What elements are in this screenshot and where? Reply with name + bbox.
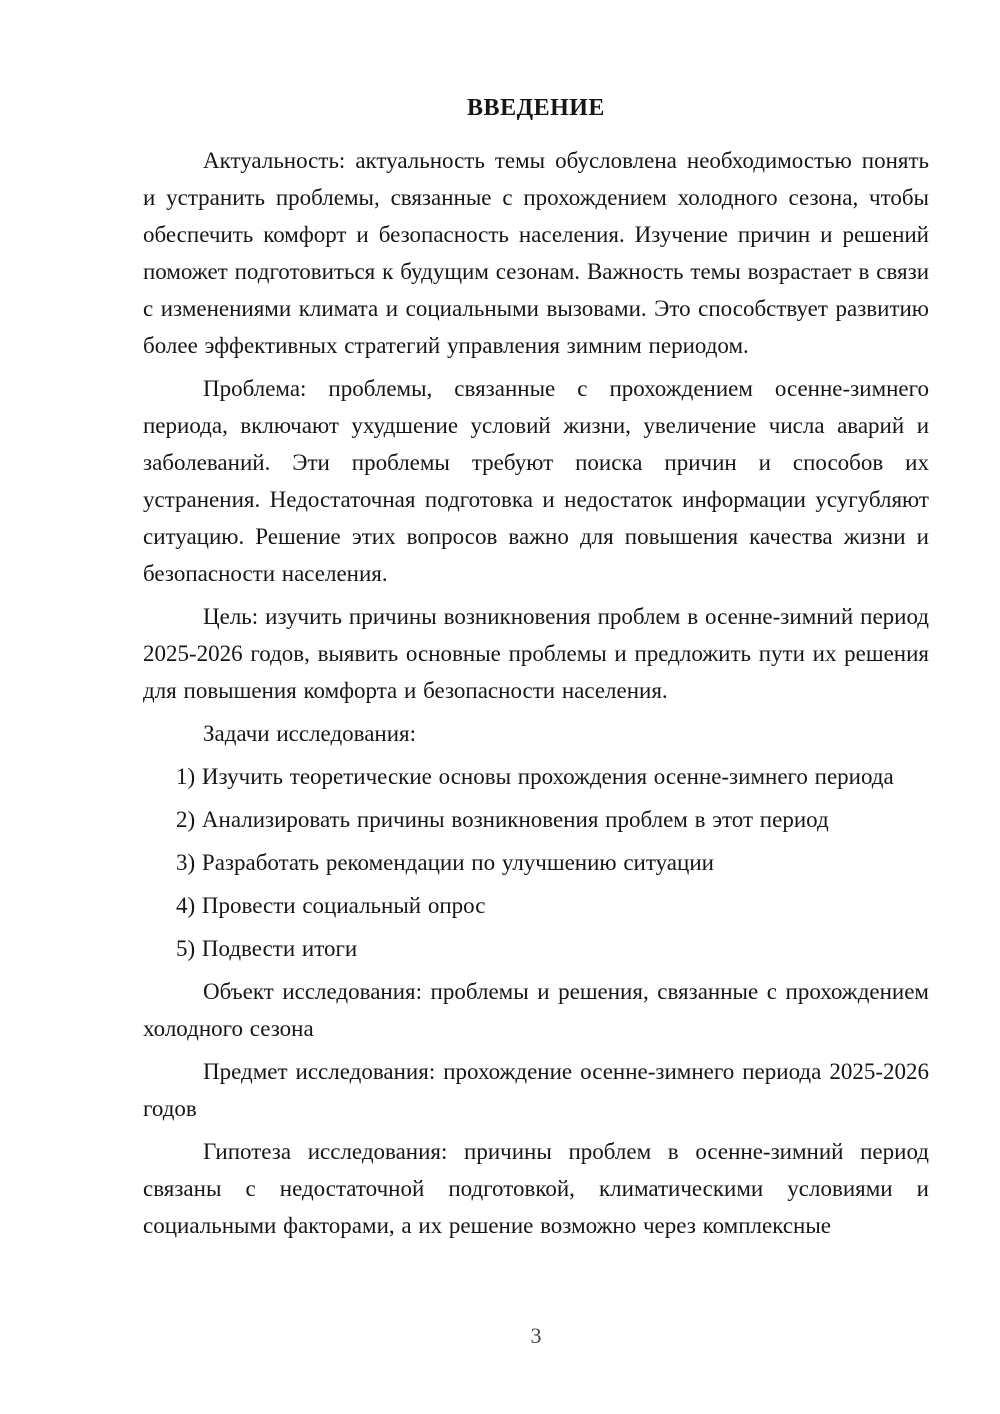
paragraph-subject: Предмет исследования: прохождение осенне-зимнего периода 2025-2026 годов <box>143 1059 929 1121</box>
paragraph-object: Объект исследования: проблемы и решения, связанные с прохождением холодного сезона <box>143 979 929 1041</box>
task-item-2: 2) Анализировать причины возникновения проблем в этот период <box>176 807 829 832</box>
paragraph-problem: Проблема: проблемы, связанные с прохождением осенне-зимнего периода, включают ухудшение условий жизни, увеличение числа аварий и заболеваний. Эти проблемы требуют поиска причин и способов их устранения. Недостаточная подготовка и недостаток информации усугубляют ситуацию. Решение этих вопросов важно для повышения качества жизни и безопасности населения. <box>143 376 929 586</box>
page-content <box>143 92 929 1250</box>
page-number: 3 <box>530 1323 542 1348</box>
paragraph-hypothesis: Гипотеза исследования: причины проблем в осенне-зимний период связаны с недостаточной подготовкой, климатическими условиями и социальными факторами, а их решение возможно через комплексные <box>143 1139 929 1238</box>
task-item-3: 3) Разработать рекомендации по улучшению ситуации <box>176 850 714 875</box>
paragraph-relevance: Актуальность: актуальность темы обусловлена необходимостью понять и устранить проблемы, связанные с прохождением холодного сезона, чтобы обеспечить комфорт и безопасность населения. Изучение причин и решений поможет подготовиться к будущим сезонам. Важность темы возрастает в связи с изменениями климата и социальными вызовами. Это способствует развитию более эффективных стратегий управления зимним периодом. <box>143 148 929 358</box>
task-item-5: 5) Подвести итоги <box>176 936 358 961</box>
task-item-1: 1) Изучить теоретические основы прохождения осенне-зимнего периода <box>176 764 894 789</box>
tasks-heading: Задачи исследования: <box>203 721 417 746</box>
paragraph-goal: Цель: изучить причины возникновения проблем в осенне-зимний период 2025-2026 годов, выявить основные проблемы и предложить пути их решения для повышения комфорта и безопасности населения. <box>143 604 929 703</box>
page-title: ВВЕДЕНИЕ <box>467 95 605 121</box>
task-item-4: 4) Провести социальный опрос <box>176 893 486 918</box>
